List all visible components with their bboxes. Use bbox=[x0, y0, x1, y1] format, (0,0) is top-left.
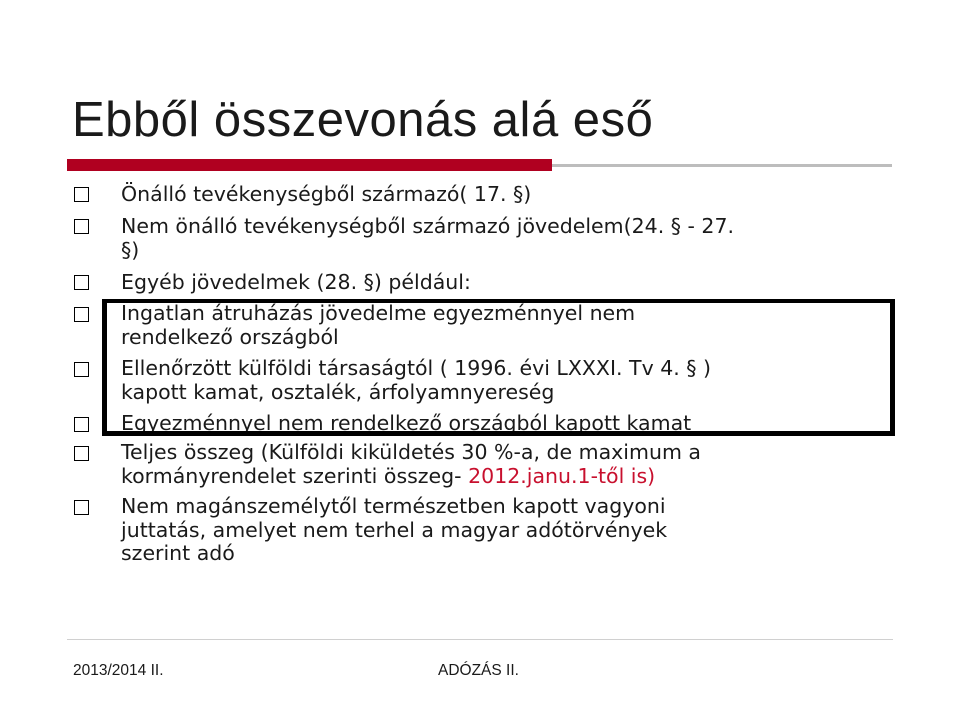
bullet-line: szerint adó bbox=[121, 541, 235, 565]
bullet-text bbox=[121, 271, 471, 295]
bullet-line: juttatás, amelyet nem terhel a magyar adótörvények bbox=[121, 517, 668, 542]
bullet-square-icon bbox=[74, 187, 89, 202]
bullet-text bbox=[121, 183, 531, 207]
bullet-line bbox=[121, 465, 701, 489]
bullet-square-icon bbox=[74, 219, 89, 234]
bullet-line: Nem magánszemélytől természetben kapott vagyoni bbox=[121, 494, 666, 518]
footer-left: 2013/2014 II. bbox=[73, 662, 164, 679]
bullet-square-icon bbox=[74, 275, 89, 290]
title-underline-gray bbox=[552, 164, 892, 167]
bullet-square-icon bbox=[74, 417, 89, 432]
bullet-line: rendelkező országból bbox=[121, 324, 339, 349]
bullet-line: Teljes összeg (Külföldi kiküldetés 30 %-a, de maximum a bbox=[121, 440, 701, 464]
highlight-frame bbox=[102, 299, 895, 436]
footer-center: ADÓZÁS II. bbox=[438, 662, 519, 679]
bullet-line: Nem önálló tevékenységből származó jövedelem(24. § - 27. bbox=[121, 214, 735, 238]
bullet-line: §) bbox=[121, 237, 140, 262]
bullet-line: Ingatlan átruházás jövedelme egyezménnyel nem bbox=[121, 301, 636, 325]
bullet-square-icon bbox=[74, 307, 89, 322]
bullet-line: Egyezménnyel nem rendelkező országból kapott kamat bbox=[121, 411, 692, 435]
bullet-line-part: kormányrendelet szerinti összeg- bbox=[121, 463, 469, 488]
bullet-line: Önálló tevékenységből származó( 17. §) bbox=[121, 182, 532, 206]
bullet-line: kapott kamat, osztalék, árfolyamnyereség bbox=[121, 379, 555, 404]
title-underline bbox=[67, 159, 552, 171]
bullet-square-icon bbox=[74, 500, 89, 515]
bullet-text bbox=[121, 495, 667, 566]
bullet-text bbox=[121, 215, 734, 262]
bullet-text bbox=[121, 441, 701, 488]
bullet-square-icon bbox=[74, 446, 89, 461]
highlighted-date-text: 2012.janu.1-től is) bbox=[468, 463, 656, 488]
bullet-square-icon bbox=[74, 362, 89, 377]
footer-divider bbox=[67, 639, 893, 640]
bullet-line: Ellenőrzött külföldi társaságtól ( 1996. évi LXXXI. Tv 4. § ) bbox=[121, 356, 712, 380]
bullet-line: Egyéb jövedelmek (28. §) például: bbox=[121, 270, 471, 294]
slide-title: Ebből összevonás alá eső bbox=[72, 93, 654, 147]
